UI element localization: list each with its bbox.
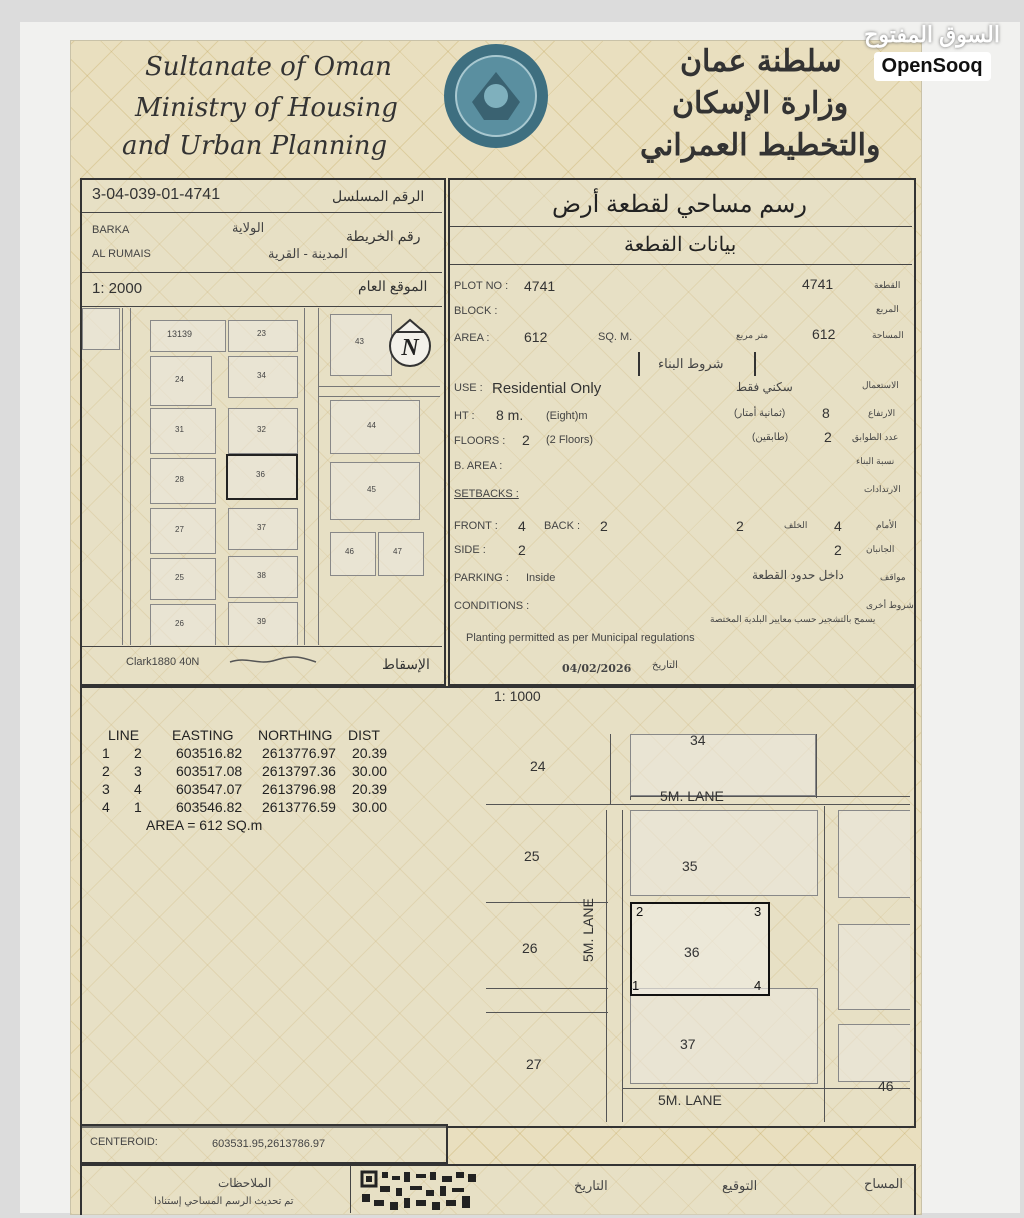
side-value: 2: [518, 542, 526, 558]
row-to: 3: [134, 763, 142, 779]
header-en-line3: and Urban Planning: [122, 131, 388, 161]
block-ar-label: المربع: [876, 304, 899, 314]
corner-label-1: 1: [632, 978, 640, 993]
col-line: LINE: [108, 727, 140, 743]
divider: [450, 226, 912, 227]
side-ar-label: الجانبان: [866, 544, 895, 554]
use-value: Residential Only: [492, 380, 602, 397]
lot-label-24: 24: [530, 758, 546, 774]
map-lot: [228, 356, 298, 398]
map-lot-number: 46: [345, 547, 354, 556]
road-line: [318, 396, 440, 397]
map-lot: [228, 320, 298, 352]
height-value: 8 m.: [496, 407, 524, 423]
divider: [82, 646, 442, 647]
building-conditions-label: شروط البناء: [658, 356, 724, 371]
header-ar-line1: سلطنة عمان: [680, 44, 842, 79]
parking-ar-value: داخل حدود القطعة: [752, 568, 844, 582]
map-lot: [150, 356, 212, 406]
front-ar-value: 4: [834, 518, 842, 534]
row-to: 1: [134, 799, 142, 815]
conditions-ar-label: شروط أخرى: [866, 600, 914, 610]
row-dist: 30.00: [352, 763, 388, 779]
signature-scribble-icon: [228, 654, 318, 668]
wilayat-label: الولاية: [232, 220, 265, 235]
map-lot-number: 31: [175, 425, 184, 434]
plot-number-label: PLOT NO :: [454, 280, 509, 292]
issue-date: 04/02/2026: [562, 662, 632, 675]
lot-label-36: 36: [684, 944, 700, 960]
header-ar-line2: وزارة الإسكان: [672, 86, 849, 121]
location-label: الموقع العام: [358, 278, 428, 294]
map-lot-number: 32: [257, 425, 266, 434]
row-northing: 2613776.59: [262, 799, 336, 815]
floors-ar-value: 2: [824, 429, 832, 445]
map-lot: [330, 400, 420, 454]
map-subject-plot: [226, 454, 298, 500]
area-value: 612: [524, 329, 548, 345]
footer-signature-label: التوقيع: [722, 1178, 758, 1193]
area-ar-value: 612: [812, 326, 836, 342]
height-ar-value: 8: [822, 405, 830, 421]
centeroid-value: 603531.95,2613786.97: [212, 1138, 326, 1150]
map-lot-number: 28: [175, 475, 184, 484]
projection-value: Clark1880 40N: [126, 656, 200, 668]
lot-35: [630, 810, 818, 896]
opensooq-logo-arabic: السوق المفتوح: [864, 22, 1000, 47]
footer-box: [80, 1164, 916, 1215]
lot-37: [630, 988, 818, 1084]
map-lot: [150, 604, 216, 645]
back-value: 2: [600, 518, 608, 534]
lot-34: [630, 734, 816, 796]
map-lot: [330, 314, 392, 376]
lot-label-26: 26: [522, 940, 538, 956]
qr-code-icon: [360, 1170, 480, 1213]
footer-surveyor-label: المساح: [864, 1176, 904, 1191]
road-line: [122, 308, 123, 645]
header-en-line2: Ministry of Housing: [135, 93, 398, 123]
svg-text:N: N: [401, 335, 419, 361]
row-dist: 20.39: [352, 781, 388, 797]
location-map: [82, 308, 440, 645]
divider: [82, 212, 442, 213]
notes-text: تم تحديث الرسم المساحي إستنادا: [154, 1196, 294, 1207]
map-lot: [150, 458, 216, 504]
divider: [82, 306, 442, 307]
use-ar-value: سكني فقط: [736, 380, 793, 394]
road-line: [622, 810, 623, 1122]
map-lot-number: 13139: [167, 329, 193, 339]
map-lot: [330, 532, 376, 576]
opensooq-logo: [864, 22, 1000, 81]
row-to: 4: [134, 781, 142, 797]
plot-data-title: بيانات القطعة: [624, 234, 737, 256]
map-lot: [228, 556, 298, 598]
map-lot: [228, 508, 298, 550]
header-en-line1: Sultanate of Oman: [145, 52, 392, 82]
block-label: BLOCK :: [454, 305, 498, 317]
height-label: HT :: [454, 410, 475, 422]
corner-label-3: 3: [754, 904, 762, 919]
map-lot-number: 38: [257, 571, 266, 580]
col-easting: EASTING: [172, 727, 234, 743]
area-label: AREA :: [454, 332, 490, 344]
map-lot-number: 45: [367, 485, 376, 494]
plot-number-ar-value: 4741: [802, 276, 834, 292]
survey-scale: 1: 1000: [494, 688, 541, 704]
wilayat-value: BARKA: [92, 224, 130, 236]
road-line: [622, 1088, 910, 1089]
area-ar-unit: متر مربع: [736, 330, 769, 340]
height-ar-words: (ثمانية أمتار): [734, 408, 786, 419]
map-lot-number: 44: [367, 421, 376, 430]
lot-label-34: 34: [690, 732, 706, 748]
map-number-label: رقم الخريطة: [346, 228, 421, 244]
road-line: [606, 810, 607, 1122]
road-line: [824, 806, 825, 1122]
setbacks-ar-label: الارتدادات: [864, 484, 901, 494]
map-lot: [150, 558, 216, 600]
map-lot-number: 36: [256, 470, 265, 479]
serial-number-label: الرقم المسلسل: [332, 188, 425, 204]
opensooq-logo-english: OpenSooq: [874, 52, 991, 81]
floors-ar-words: (طابقين): [752, 432, 789, 443]
parking-label: PARKING :: [454, 572, 509, 584]
map-lot: [228, 408, 298, 454]
row-dist: 20.39: [352, 745, 388, 761]
conditions-ar-value: يسمح بالتشجير حسب معايير البلدية المختصة: [710, 614, 876, 624]
row-from: 1: [102, 745, 110, 761]
row-from: 3: [102, 781, 110, 797]
map-lot: [150, 508, 216, 554]
row-dist: 30.00: [352, 799, 388, 815]
footer-date-label: التاريخ: [574, 1178, 608, 1193]
setbacks-label: SETBACKS :: [454, 488, 519, 500]
map-lot-number: 26: [175, 619, 184, 628]
map-lot: [150, 408, 216, 454]
row-easting: 603516.82: [176, 745, 243, 761]
row-easting: 603546.82: [176, 799, 243, 815]
height-words: (Eight)m: [546, 410, 588, 422]
map-lot-number: 43: [355, 337, 364, 346]
back-ar-value: 2: [736, 518, 744, 534]
col-northing: NORTHING: [258, 727, 333, 743]
map-lot-number: 34: [257, 371, 266, 380]
map-lot: [150, 320, 226, 352]
parking-value: Inside: [526, 572, 556, 584]
lane-label-vertical: 5M. LANE: [580, 898, 596, 962]
header-ar-line3: والتخطيط العمراني: [640, 128, 881, 163]
map-lot: [378, 532, 424, 576]
side-ar-value: 2: [834, 542, 842, 558]
row-northing: 2613797.36: [262, 763, 336, 779]
road-line: [304, 308, 305, 645]
road-line: [486, 988, 608, 989]
lot-label-27: 27: [526, 1056, 542, 1072]
front-ar-label: الأمام: [876, 520, 897, 530]
divider: [350, 1166, 351, 1213]
map-lot-number: 27: [175, 525, 184, 534]
adjacent-lot: [838, 810, 910, 898]
area-total: AREA = 612 SQ.m: [146, 817, 263, 833]
building-conditions-bracket: [638, 352, 756, 376]
serial-number: 3-04-039-01-4741: [92, 186, 221, 203]
height-ar-label: الارتفاع: [868, 408, 896, 418]
area-ar-label: المساحة: [872, 330, 904, 340]
map-lot-number: 37: [257, 523, 266, 532]
front-label: FRONT :: [454, 520, 498, 532]
row-northing: 2613796.98: [262, 781, 336, 797]
use-label: USE :: [454, 382, 483, 394]
floors-ar-label: عدد الطوابق: [852, 432, 899, 442]
row-easting: 603547.07: [176, 781, 243, 797]
map-lot-number: 47: [393, 547, 402, 556]
survey-drawing: [82, 688, 910, 1122]
adjacent-lot: [838, 924, 910, 1010]
divider: [82, 272, 442, 273]
back-label: BACK :: [544, 520, 581, 532]
issue-date-label: التاريخ: [652, 660, 678, 671]
lane-label-bottom: 5M. LANE: [658, 1092, 722, 1108]
corner-label-4: 4: [754, 978, 762, 993]
divider: [450, 264, 912, 265]
row-from: 4: [102, 799, 110, 815]
centeroid-label: CENTEROID:: [90, 1136, 158, 1148]
north-arrow-icon: [386, 316, 434, 368]
ministry-emblem: [442, 42, 550, 150]
map-lot-number: 24: [175, 375, 184, 384]
map-lot-number: 39: [257, 617, 266, 626]
floors-label: FLOORS :: [454, 435, 506, 447]
corner-label-2: 2: [636, 904, 644, 919]
map-lot: [228, 602, 298, 645]
village-value: AL RUMAIS: [92, 248, 151, 260]
road-line: [486, 804, 910, 805]
notes-label: الملاحظات: [218, 1176, 272, 1190]
use-ar-label: الاستعمال: [862, 380, 899, 390]
area-unit: SQ. M.: [598, 331, 633, 343]
parking-ar-label: مواقف: [880, 572, 906, 582]
map-lot: [330, 462, 420, 520]
lane-label-top: 5M. LANE: [660, 788, 724, 804]
road-line: [610, 734, 611, 804]
road-line: [816, 734, 817, 798]
floors-words: (2 Floors): [546, 434, 594, 446]
building-area-label: B. AREA :: [454, 460, 503, 472]
back-ar-label: الخلف: [784, 520, 808, 530]
lot-label-25: 25: [524, 848, 540, 864]
row-from: 2: [102, 763, 110, 779]
subject-plot-36: [630, 902, 770, 996]
row-to: 2: [134, 745, 142, 761]
road-line: [318, 386, 440, 387]
projection-label: الإسقاط: [382, 656, 430, 672]
conditions-label: CONDITIONS :: [454, 600, 530, 612]
plot-number-ar-label: القطعة: [874, 280, 901, 290]
plot-number-value: 4741: [524, 278, 556, 294]
lot-label-37: 37: [680, 1036, 696, 1052]
side-label: SIDE :: [454, 544, 486, 556]
lot-label-35: 35: [682, 858, 698, 874]
map-lot-number: 25: [175, 573, 184, 582]
front-value: 4: [518, 518, 526, 534]
building-area-ar-label: نسبة البناء: [856, 456, 895, 466]
lot-46: [838, 1024, 910, 1082]
plot-sketch-title: رسم مساحي لقطعة أرض: [552, 191, 807, 218]
road-line: [318, 308, 319, 645]
road-line: [130, 308, 131, 645]
road-line: [486, 1012, 608, 1013]
floors-value: 2: [522, 432, 530, 448]
map-lot: [82, 308, 120, 350]
village-label: المدينة - القرية: [268, 246, 348, 261]
lot-label-46: 46: [878, 1078, 894, 1094]
planting-conditions: Planting permitted as per Municipal regulations: [466, 632, 695, 644]
col-dist: DIST: [348, 727, 380, 743]
left-scale: 1: 2000: [92, 280, 143, 297]
row-easting: 603517.08: [176, 763, 243, 779]
map-lot-number: 23: [257, 329, 266, 338]
row-northing: 2613776.97: [262, 745, 336, 761]
